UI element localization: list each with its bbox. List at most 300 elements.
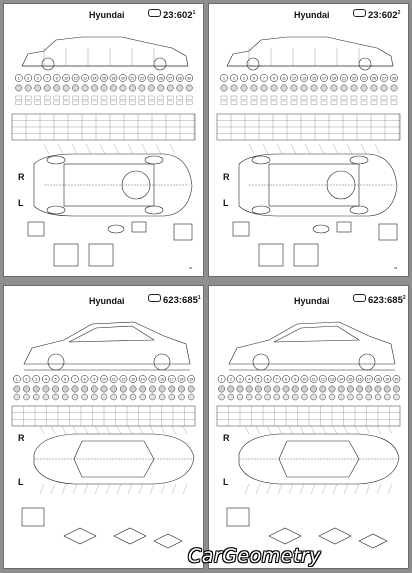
car-side-outline [229,322,395,364]
value-cell [271,101,277,105]
hole-type-symbol [169,386,175,392]
hole-type-symbol [338,386,344,392]
value-cell [261,96,267,100]
point-number-label: 1 [223,76,225,81]
hole-type-symbol [91,85,97,91]
value-cell [381,101,387,105]
value-cell [139,96,145,100]
leader-line [344,484,348,494]
hole-type-symbol [53,394,59,400]
hole-type-symbol [43,394,49,400]
value-cell [54,96,60,100]
point-number-label: 22 [139,76,144,81]
leader-line [95,484,99,494]
point-number-label: 11 [311,377,316,382]
value-cell [158,96,164,100]
section-code: $23:602^1$ [148,9,195,21]
value-cell [44,96,50,100]
leader-line [139,426,143,434]
value-cell [331,96,337,100]
leader-line [161,484,165,494]
point-number-label: 14 [92,76,97,81]
hole-type-symbol [178,394,184,400]
value-cell [251,101,257,105]
hole-type-symbol [219,394,225,400]
leader-line [139,484,143,494]
value-cell [73,96,79,100]
body-diagram-sedan-underbody [4,4,203,276]
point-number-label: 3 [35,377,38,382]
leader-line [128,426,132,434]
right-side-label: R [223,172,230,182]
hole-type-symbol [110,85,116,91]
value-cell [129,101,135,105]
leader-line [72,144,77,154]
hole-type-symbol [331,85,337,91]
point-number-label: 13 [302,76,306,81]
leader-line [277,144,282,154]
leader-line [375,144,380,154]
hole-type-symbol [347,394,353,400]
leader-line [51,484,55,494]
leader-line [100,144,105,154]
point-number-label: 28 [177,76,182,81]
hole-type-symbol [301,394,307,400]
body-diagram-sedan-side [4,286,203,568]
page-number: 83 [394,266,398,270]
right-side-label: R [18,433,25,443]
hole-type-symbol [366,386,372,392]
value-cell [44,101,50,105]
point-number-label: 4 [248,377,251,382]
point-number-label: 6 [266,377,269,382]
value-cell [92,96,98,100]
leader-line [377,426,381,434]
leader-line [245,426,249,434]
leader-line [62,484,66,494]
point-number-label: 4 [44,377,47,382]
hole-type-symbol [81,386,87,392]
value-cell [158,101,164,105]
hole-type-symbol [110,386,116,392]
value-cell [271,96,277,100]
wheel-well [145,156,163,164]
value-cell [311,101,317,105]
point-number-label: 15 [348,377,353,382]
hole-type-symbol [320,386,326,392]
leader-line [278,484,282,494]
leader-line [128,144,133,154]
detail-box [379,224,397,240]
hole-type-symbol [231,85,237,91]
hole-type-symbol [23,386,29,392]
leader-line [311,484,315,494]
wheel-well [47,156,65,164]
value-cell [186,96,192,100]
value-cell [321,101,327,105]
point-number-label: 28 [392,76,396,81]
point-number-label: 12 [320,377,325,382]
rear-wheel [359,354,375,370]
value-cell [120,101,126,105]
point-number-label: 6 [64,377,67,382]
hole-type-symbol [310,386,316,392]
point-number-label: 13 [330,377,334,382]
point-number-label: 1 [17,76,20,81]
hole-type-symbol [159,394,165,400]
point-number-label: 14 [339,377,344,382]
detail-sketch [269,528,301,544]
hole-type-symbol [292,394,298,400]
car-side-outline [22,37,188,66]
point-number-label: 18 [376,377,380,382]
value-cell [351,101,357,105]
point-number-label: 19 [189,377,194,382]
leader-line [150,484,154,494]
hole-type-symbol [241,85,247,91]
leader-line [86,144,91,154]
hole-type-symbol [384,386,390,392]
detail-box [132,222,146,232]
wheel-well [252,206,270,214]
section-code: $623:685^1$ [148,294,201,306]
window-line [274,326,359,342]
point-number-label: 18 [111,76,116,81]
leader-line [84,484,88,494]
page-top-right [208,3,409,277]
hole-type-symbol [169,394,175,400]
hole-type-symbol [237,386,243,392]
hole-type-symbol [139,85,145,91]
value-cell [231,101,237,105]
hole-type-symbol [120,386,126,392]
hole-type-symbol [274,394,280,400]
point-number-label: 12 [73,76,78,81]
point-number-label: 11 [111,377,116,382]
hole-type-symbol [356,386,362,392]
hole-type-symbol [111,394,117,400]
hole-type-symbol [14,386,20,392]
value-cell [101,96,107,100]
hole-type-symbol [101,85,107,91]
hole-type-symbol [82,394,88,400]
point-number-label: 27 [168,76,173,81]
front-wheel [247,58,259,70]
value-cell [73,101,79,105]
wheel-well [350,206,368,214]
point-number-label: 10 [302,377,307,382]
leader-line [170,144,175,154]
hole-type-symbol [366,394,372,400]
detail-box [233,222,249,236]
point-number-label: 7 [263,76,265,81]
right-side-label: R [18,172,25,182]
point-number-label: 18 [179,377,184,382]
point-number-label: 17 [322,76,326,81]
leader-line [84,426,88,434]
detail-sketch [294,244,318,266]
leader-line [245,484,249,494]
leader-line [128,484,132,494]
measurement-table [217,406,400,426]
leader-line [291,144,296,154]
front-wheel [42,58,54,70]
hole-type-symbol [62,394,68,400]
hole-type-symbol [24,394,30,400]
hole-type-symbol [255,386,261,392]
detail-sketch [319,528,351,544]
value-cell [177,96,183,100]
value-cell [241,96,247,100]
point-number-label: 7 [73,377,76,382]
hole-type-symbol [188,386,194,392]
hole-type-symbol [384,394,390,400]
value-cell [101,101,107,105]
value-cell [361,96,367,100]
car-icon [353,294,366,302]
leader-line [322,484,326,494]
leader-line [256,484,260,494]
car-side-outline [227,37,393,66]
leader-line [40,484,44,494]
leader-line [95,426,99,434]
value-cell [371,101,377,105]
point-number-label: 21 [130,76,135,81]
page-top-left [3,3,204,277]
point-number-label: 16 [102,76,106,81]
hole-type-symbol [62,386,68,392]
leader-line [333,484,337,494]
hole-type-symbol [261,85,267,91]
value-cell [351,96,357,100]
detail-box [22,508,44,526]
hole-type-symbol [149,394,155,400]
rear-wheel [154,58,166,70]
value-cell [92,101,98,105]
hole-type-symbol [361,85,367,91]
detail-sketch [89,244,113,266]
leader-line [377,484,381,494]
value-cell [148,96,154,100]
hole-type-symbol [101,386,107,392]
leader-line [117,484,121,494]
section-code: $623:685^2$ [353,294,406,306]
body-diagram-sedan-side [209,286,408,568]
leader-line [322,426,326,434]
value-cell [167,96,173,100]
hole-type-symbol [101,394,107,400]
hole-type-symbol [347,386,353,392]
value-cell [110,96,116,100]
hole-type-symbol [320,394,326,400]
point-number-label: 20 [394,377,399,382]
hole-type-symbol [228,386,234,392]
point-number-label: 3 [239,377,241,382]
value-cell [82,101,88,105]
leader-line [58,144,63,154]
leader-line [44,144,49,154]
detail-box [174,224,192,240]
value-cell [331,101,337,105]
hole-type-symbol [221,85,227,91]
brand-label: Hyundai [294,10,330,20]
leader-line [73,426,77,434]
point-number-label: 19 [385,377,390,382]
section-code: $23:602^2$ [353,9,400,21]
hole-type-symbol [140,394,146,400]
page-number: 82 [189,266,193,270]
value-cell [391,101,397,105]
value-cell [301,96,307,100]
hole-type-symbol [311,85,317,91]
detail-box [337,222,351,232]
point-number-label: 9 [55,76,58,81]
leader-line [73,484,77,494]
left-side-label: L [18,198,24,208]
point-number-label: 8 [285,377,287,382]
point-number-label: 3 [243,76,245,81]
value-cell [82,96,88,100]
point-number-label: 2 [27,76,30,81]
page-bottom-left [3,285,204,569]
point-number-label: 7 [46,76,49,81]
leader-line [62,426,66,434]
point-number-label: 5 [54,377,57,382]
left-side-label: L [18,477,24,487]
hole-type-symbol [357,394,363,400]
hole-type-symbol [391,85,397,91]
value-cell [291,101,297,105]
leader-line [347,144,352,154]
point-number-label: 20 [120,76,125,81]
hole-type-symbol [52,386,58,392]
front-wheel [253,354,269,370]
hole-type-symbol [16,85,22,91]
hole-type-symbol [301,85,307,91]
value-cell [261,101,267,105]
leader-line [344,426,348,434]
point-number-label: 17 [169,377,174,382]
point-number-label: 16 [160,377,165,382]
detail-sketch [54,244,78,266]
value-cell [301,101,307,105]
point-number-label: 30 [187,76,192,81]
value-cell [177,101,183,105]
page-bottom-right [208,285,409,569]
value-cell [25,96,31,100]
value-cell [341,96,347,100]
leader-line [311,426,315,434]
value-cell [120,96,126,100]
body-diagram-sedan-underbody [209,4,408,276]
value-cell [281,101,287,105]
leader-line [256,426,260,434]
value-cell [54,101,60,105]
point-number-label: 22 [352,76,356,81]
leader-line [361,144,366,154]
brand-label: Hyundai [294,296,330,306]
leader-line [172,484,176,494]
hole-type-symbol [283,386,289,392]
leader-line [161,426,165,434]
value-cell [129,96,135,100]
hole-type-symbol [271,85,277,91]
hole-type-symbol [274,386,280,392]
hole-type-symbol [218,386,224,392]
brand-label: Hyundai [89,10,125,20]
hole-type-symbol [292,386,298,392]
leader-line [40,426,44,434]
value-cell [110,101,116,105]
point-number-label: 15 [150,377,155,382]
leader-line [366,484,370,494]
point-number-label: 12 [121,377,126,382]
leader-line [267,426,271,434]
hole-type-symbol [393,386,399,392]
value-cell [139,101,145,105]
leader-line [388,426,392,434]
detail-box [28,222,44,236]
leader-line [142,144,147,154]
hole-type-symbol [237,394,243,400]
value-cell [16,101,22,105]
leader-line [289,484,293,494]
hole-type-symbol [44,85,50,91]
hole-type-symbol [186,85,192,91]
point-number-label: 2 [25,377,28,382]
value-cell [311,96,317,100]
measurement-table [12,406,195,426]
point-number-label: 2 [229,377,232,382]
car-side-outline [24,322,190,364]
hole-type-symbol [246,394,252,400]
wheel-well [350,156,368,164]
hole-type-symbol [34,85,40,91]
hole-type-symbol [25,85,31,91]
point-number-label: 7 [275,377,278,382]
leader-line [278,426,282,434]
detail-sketch [64,528,96,544]
point-number-label: 21 [342,76,346,81]
front-wheel [48,354,64,370]
leader-line [51,426,55,434]
leader-line [267,484,271,494]
left-side-label: L [223,477,229,487]
hole-type-symbol [329,386,335,392]
leader-line [333,426,337,434]
leader-line [150,426,154,434]
hole-type-symbol [281,85,287,91]
value-cell [186,101,192,105]
hole-type-symbol [14,394,20,400]
hole-type-symbol [91,394,97,400]
hole-type-symbol [130,394,136,400]
hole-type-symbol [72,85,78,91]
wheel-well [252,156,270,164]
value-cell [63,96,69,100]
car-icon [148,294,161,302]
point-number-label: 23 [149,76,154,81]
leader-line [263,144,268,154]
value-cell [371,96,377,100]
hole-type-symbol [375,394,381,400]
leader-line [106,484,110,494]
car-icon [353,9,366,17]
point-number-label: 5 [257,377,260,382]
point-number-label: 13 [131,377,136,382]
leader-line [156,144,161,154]
hole-type-symbol [33,394,39,400]
